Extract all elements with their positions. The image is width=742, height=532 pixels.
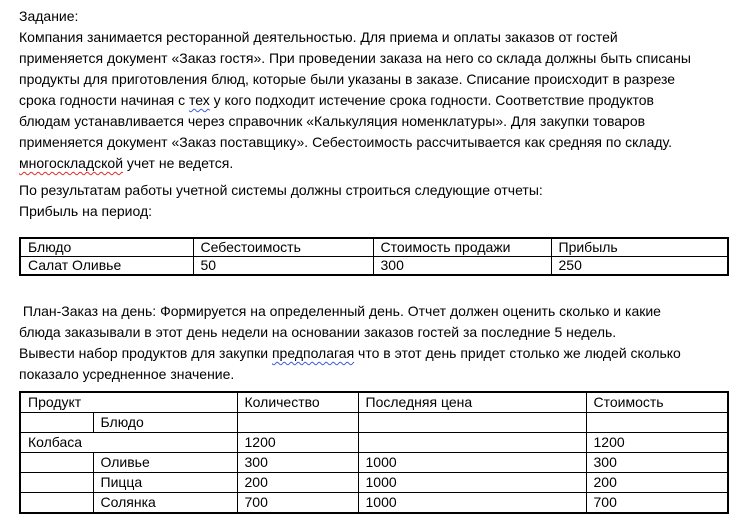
table-cell: 200 [586, 473, 728, 493]
table-cell: 50 [193, 257, 373, 276]
grammar-flagged-word: тех [188, 92, 210, 108]
table-cell: 300 [586, 453, 728, 473]
table-header-row [20, 392, 728, 413]
table-cell: Пицца [93, 473, 237, 493]
table-cell [20, 493, 93, 514]
table-row [20, 493, 728, 514]
text-line: План-Заказ на день: Формируется на определенный день. Отчет должен оценить сколько и какие [19, 303, 661, 319]
text-line: блюдам устанавливается через справочник «Калькуляция номенклатуры». Для закупки товаров [19, 113, 646, 129]
misspelled-word: многоскладской [19, 155, 124, 171]
table-cell: 300 [373, 257, 551, 276]
table-cell: 1200 [237, 433, 358, 453]
plan-paragraph [19, 301, 742, 385]
table-cell: 1200 [586, 433, 728, 453]
text-line [19, 90, 742, 111]
table-cell [358, 433, 586, 453]
table-cell: 200 [237, 473, 358, 493]
table-cell [20, 413, 93, 433]
table-cell: 250 [551, 257, 728, 276]
column-header: Продукт [20, 392, 237, 413]
table-row [20, 453, 728, 473]
text-segment: срока годности начиная с [19, 92, 189, 108]
table-row [20, 473, 728, 493]
table-cell [358, 413, 586, 433]
table-cell [237, 413, 358, 433]
column-header: Прибыль [551, 238, 728, 257]
table-cell [20, 473, 93, 493]
text-line: применяется документ «Заказ гостя». При проведении заказа на него со склада должны быть списаны [19, 50, 691, 66]
column-header: Блюдо [20, 238, 193, 257]
report-title: Прибыль на период: [19, 203, 153, 219]
table-cell: Колбаса [20, 433, 237, 453]
column-header: Стоимость продажи [373, 238, 551, 257]
column-header: Себестоимость [193, 238, 373, 257]
plan-order-table [19, 391, 729, 514]
table-header-row [20, 238, 728, 257]
profit-table [19, 237, 729, 276]
table-row [20, 257, 728, 276]
text-segment: Вывести набор продуктов для закупки [19, 345, 272, 361]
column-header: Последняя цена [358, 392, 586, 413]
text-segment: учет не ведется. [123, 155, 234, 171]
text-line [19, 153, 742, 174]
table-row [20, 433, 728, 453]
table-cell: 1000 [358, 493, 586, 514]
text-segment: у кого подходит истечение срока годности. Соответствие продуктов [209, 92, 654, 108]
text-line: продукты для приготовления блюд, которые были указаны в заказе. Списание происходит в разрезе [19, 71, 676, 87]
table-cell: 300 [237, 453, 358, 473]
text-line: блюда заказывали в этот день недели на основании заказов гостей за последние 5 недель. [19, 324, 617, 340]
column-header: Стоимость [586, 392, 728, 413]
table-cell [20, 453, 93, 473]
table-cell: 1000 [358, 473, 586, 493]
table-cell: Оливье [93, 453, 237, 473]
text-line: показало усредненное значение. [19, 366, 235, 382]
table-cell [586, 413, 728, 433]
task-heading: Задание: [19, 8, 79, 24]
table-row [20, 413, 728, 433]
text-line: По результатам работы учетной системы должны строиться следующие отчеты: [19, 182, 543, 198]
text-line: применяется документ «Заказ поставщику». Себестоимость рассчитывается как средняя по складу. [19, 134, 673, 150]
text-segment: что в этот день придет столько же людей сколько [354, 345, 681, 361]
text-line [19, 343, 742, 364]
text-line: Компания занимается ресторанной деятельностью. Для приема и оплаты заказов от гостей [19, 29, 618, 45]
table-cell: 700 [586, 493, 728, 514]
table-cell: Салат Оливье [20, 257, 193, 276]
table-cell: Блюдо [93, 413, 237, 433]
table-cell: 1000 [358, 453, 586, 473]
table-cell: 700 [237, 493, 358, 514]
column-header: Количество [237, 392, 358, 413]
grammar-flagged-word: предполагая [271, 345, 355, 361]
table-cell: Солянка [93, 493, 237, 514]
